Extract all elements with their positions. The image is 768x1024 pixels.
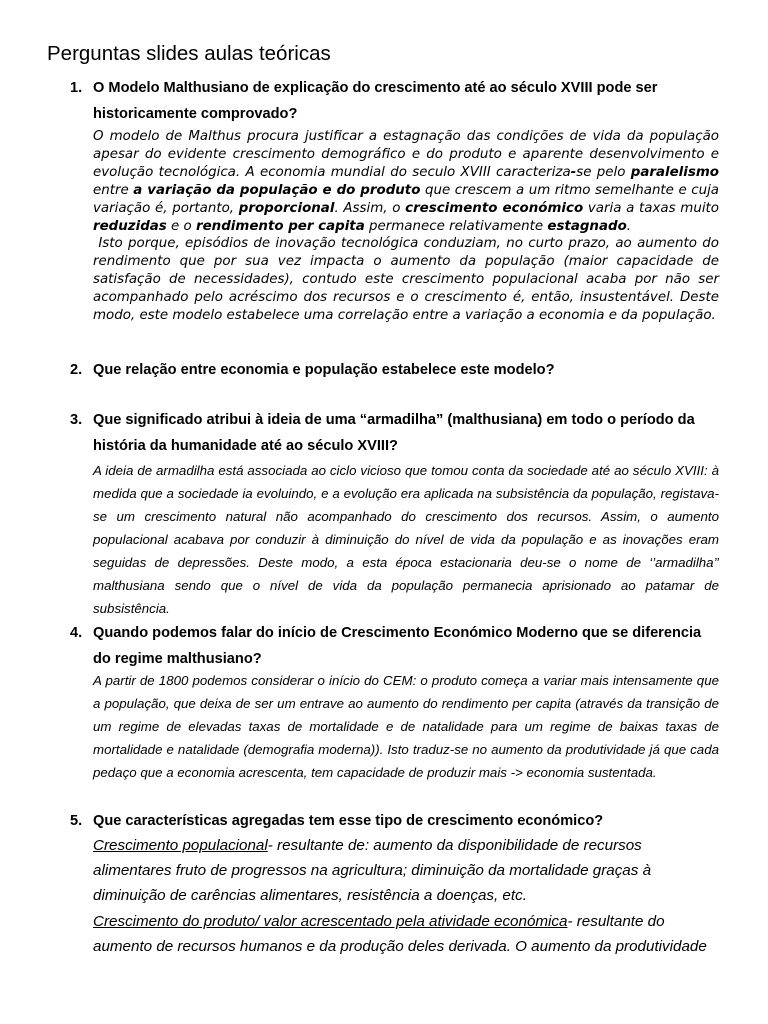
question-number: 4. <box>70 625 83 641</box>
question-number: 5. <box>70 813 83 829</box>
answer-paragraph <box>93 833 719 909</box>
question-4 <box>70 620 720 672</box>
answer-text: - resultante do aumento de recursos humanos e da produção deles derivada. O aumento da produtividade <box>93 912 707 955</box>
answer-text: permanece relativamente <box>364 218 548 234</box>
answer-text: varia a taxas muito <box>583 200 719 216</box>
answer-emphasis: - <box>570 164 577 180</box>
question-1 <box>70 75 720 127</box>
question-3 <box>70 407 720 459</box>
answer-paragraph: Isto porque, episódios de inovação tecnológica conduziam, no curto prazo, ao aumento do rendimento que por sua vez impacta o aumento da população (maior capacidade de satisfação de necessidades), contudo este crescimento populacional acaba por não ser acompanhado pelo acréscimo dos recursos e o crescimento é, então, insustentável. Deste modo, este modelo estabelece uma correlação entre a variação a economia e da população. <box>93 236 724 324</box>
answer-emphasis: a variação da população e do produto <box>133 182 421 198</box>
underlined-term: Crescimento populacional <box>93 837 268 854</box>
answer-emphasis: reduzidas <box>93 218 167 234</box>
answer-text: e o <box>166 218 196 234</box>
answer-text: se pelo <box>576 164 631 180</box>
answer-emphasis: crescimento económico <box>405 200 584 216</box>
answer-emphasis: proporcional <box>238 200 335 216</box>
answer-emphasis: rendimento per capita <box>195 218 365 234</box>
question-text: O Modelo Malthusiano de explicação do crescimento até ao século XVIII pode ser historicamente comprovado? <box>93 80 658 122</box>
question-text: Que significado atribui à ideia de uma “armadilha” (malthusiana) em todo o período da história da humanidade até ao século XVIII? <box>93 412 695 454</box>
question-number: 1. <box>70 80 83 96</box>
question-text: Que relação entre economia e população estabelece este modelo? <box>93 362 555 378</box>
question-number: 3. <box>70 412 83 428</box>
question-2 <box>70 357 720 383</box>
answer-1 <box>93 128 724 325</box>
answer-4: A partir de 1800 podemos considerar o início do CEM: o produto começa a variar mais intensamente que a população, que deixa de ser um entrave ao aumento do rendimento per capita (através da transição de um regime de elevadas taxas de mortalidade e de natalidade para um regime de baixas taxas de mortalidade e natalidade (demografia moderna)). Isto traduz-se no aumento da produtividade já que cada pedaço que a economia acrescenta, tem capacidade de produzir mais -> economia sustentada. <box>93 673 719 780</box>
question-5 <box>70 808 720 834</box>
answer-text: entre <box>93 182 134 198</box>
underlined-term: Crescimento do produto/ valor acrescentado pela atividade económica <box>93 912 568 930</box>
question-text: Que características agregadas tem esse tipo de crescimento económico? <box>93 813 604 829</box>
answer-5 <box>93 833 719 959</box>
answer-emphasis: paralelismo <box>630 164 719 180</box>
answer-text: que crescem a um ritmo semelhante e cuja variação é, portanto, <box>93 182 719 216</box>
answer-text: - resultante de: aumento da disponibilidade de recursos alimentares fruto de progressos na agricultura; diminuição da mortalidade graças à diminuição de carências alimentares, resistência a doenças, etc. <box>93 837 652 905</box>
document-title: Perguntas slides aulas teóricas <box>47 42 331 65</box>
answer-paragraph <box>93 909 719 959</box>
answer-paragraph <box>93 128 719 235</box>
answer-text: . Assim, o <box>334 200 406 216</box>
question-number: 2. <box>70 362 83 378</box>
answer-text: . <box>626 218 632 234</box>
question-text: Quando podemos falar do início de Crescimento Económico Moderno que se diferencia do regime malthusiano? <box>93 625 702 667</box>
answer-emphasis: estagnado <box>547 218 627 234</box>
answer-text: O modelo de Malthus procura justificar a estagnação das condições de vida da população apesar do evidente crescimento demográfico e do produto e aparente desenvolvimento e evolução tecnológica. A economia mundial do seculo XVIII caracteriza <box>93 129 719 180</box>
answer-3: A ideia de armadilha está associada ao ciclo vicioso que tomou conta da sociedade até ao século XVIII: à medida que a sociedade ia evoluindo, e a evolução era aplicada na subsistência da população, registava-se um crescimento natural não acompanhado do crescimento dos recursos. Assim, o aumento populacional acabava por conduzir à diminuição do nível de vida da população e as inovações eram seguidas de depressões. Deste modo, a esta época estacionaria deu-se o nome de ‘’armadilha’’ malthusiana sendo que o nível de vida da população permanecia aprisionado ao patamar de subsistência. <box>93 463 719 616</box>
